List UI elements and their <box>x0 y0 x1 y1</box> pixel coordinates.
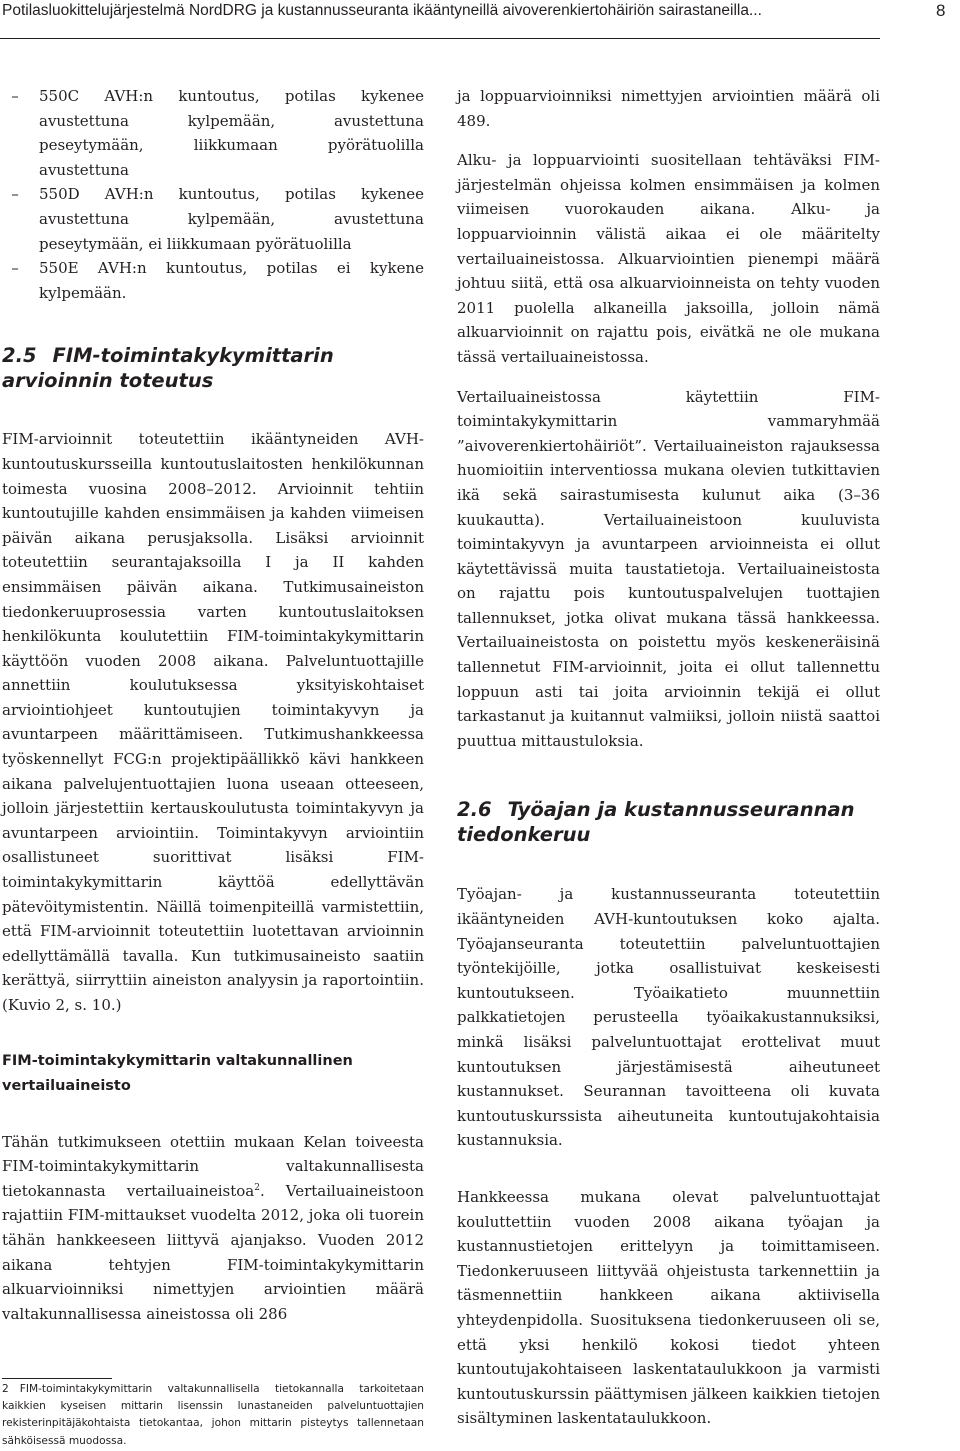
footnote <box>2 1381 424 1450</box>
dash-bullet-marker: – <box>11 259 19 278</box>
subheading-vertailuaineisto: FIM-toimintakykymittarin valtakunnallinen vertailuaineisto <box>2 1052 353 1094</box>
section-number: 2.6 <box>457 798 492 822</box>
section-title: FIM-toimintakykymittarin arvioinnin toteutus <box>2 344 334 393</box>
bullet-item-550c <box>2 84 424 182</box>
section-number: 2.5 <box>2 344 37 368</box>
footnote-text: FIM-toimintakykymittarin valtakunnallisella tietokannalla tarkoitetaan kaikkien kyseisen mittarin lisenssin lunastaneiden palveluntuottajien rekisterinpitäjäkohtaista tietokantaa, johon mittarin pisteytys tallennetaan sähköisessä muodossa. <box>2 1383 424 1447</box>
dash-bullet-marker: – <box>11 87 19 105</box>
section-heading-2-6 <box>457 797 880 847</box>
left-column <box>2 84 424 1326</box>
body-paragraph: Alku- ja loppuarviointi suositellaan tehtäväksi FIM-järjestelmän ohjeissa kolmen ensimmäisen ja kolmen viimeisen vuorokauden aikana. Alku- ja loppuarvioinnin välistä aikaa ei ole määritelty vertailuaineistossa. Alkuarviointien pienempi määrä johtuu siitä, että osa alkuarvioinneista on tehty vuoden 2011 puolella alkaneilla jaksoilla, jolloin nämä alkuarvioinnit on rajattu pois, eivätkä ne ole mukana tässä vertailuaineistossa. <box>457 151 880 366</box>
running-header-title: Potilasluokittelujärjestelmä NordDRG ja kustannusseuranta ikääntyneillä aivoverenkiertohäiriön sairastaneilla... <box>2 2 762 19</box>
paragraph-text: Tähän tutkimukseen otettiin mukaan Kelan toiveesta FIM-toimintakykymittarin valtakunnallisesta tietokannasta vertailuaineistoa <box>2 1132 424 1200</box>
bullet-text: 550E AVH:n kuntoutus, potilas ei kykene kylpemään. <box>39 259 424 302</box>
footnote-number: 2 <box>2 1383 9 1395</box>
bullet-item-550e <box>2 256 424 305</box>
body-paragraph: Työajan- ja kustannusseuranta toteutettiin ikääntyneiden AVH-kuntoutuksen koko ajalta. Työajanseuranta toteutettiin palveluntuottajien työntekijöille, jotka osallistuivat keskeisesti kuntoutukseen. Työaikatieto muunnettiin palkkatietojen perusteella työaikakustannuksiksi, minkä lisäksi palveluntuottajat erottelivat muut kuntoutuksen järjestämisestä aiheutuneet kustannukset. Seurannan tavoitteena oli kuvata kuntoutuskurssista aiheutuneita kuntoutujakohtaisia kustannuksia. <box>457 885 880 1150</box>
body-paragraph: Vertailuaineistossa käytettiin FIM-toimintakykymittarin vammaryhmää ”aivoverenkiertohäiriöt”. Vertailuaineiston rajauksessa huomioitiin interventiossa mukana olevien tutkittavien ikä sekä sairastumisesta kulunut aika (3–36 kuukautta). Vertailuaineistoon kuuluvista toimintakyvyn ja avuntarpeen arvioinneista ei ollut käytettävissä muita taustatietoja. Vertailuaineistosta on rajattu pois kuntoutuspalvelujen tuottajien tallennukset, jotka olivat mukana tässä hankkeessa. Vertailuaineistosta on poistettu myös keskeneräisinä tallennetut FIM-arvioinnit, joita ei ollut tallennettu loppuun asti tai joita arvioinnin tekijä ei ollut tarkastanut ja kuitannut valmiiksi, jolloin niistä saattoi puuttua mittaustuloksia. <box>457 387 880 750</box>
running-header <box>0 0 880 39</box>
section-heading-2-5 <box>2 343 424 393</box>
section-title: Työajan ja kustannusseurannan tiedonkeruu <box>457 798 855 847</box>
bullet-text: 550C AVH:n kuntoutus, potilas kykenee avustettuna kylpemään, avustettuna peseytymään, liikkumaan pyörätuolilla avustettuna <box>39 87 424 179</box>
page-number: 8 <box>936 1 946 20</box>
footnote-reference: 2 <box>254 1182 260 1193</box>
paragraph-text: . Vertailuaineistoon rajattiin FIM-mittaukset vuodelta 2012, joka oli tuorein tähän hankkeeseen liittyvä ajanjakso. Vuoden 2012 aikana tehtyjen FIM-toimintakykymittarin alkuarvioinniksi nimettyjen arviointien määrä valtakunnallisessa aineistossa oli 286 <box>2 1181 424 1323</box>
footnote-divider <box>2 1378 112 1379</box>
body-paragraph <box>2 1130 424 1327</box>
body-paragraph: Hankkeessa mukana olevat palveluntuottajat kouluttettiin vuoden 2008 aikana työajan ja kustannustietojen erittelyyn ja toimittamiseen. Tiedonkeruuseen liittyvää ohjeistusta tarkennettiin ja täsmennettiin hankkeen aikana aktiivisella yhteydenpidolla. Suosituksena tiedonkeruuseen oli se, että yksi henkilö kokosi tiedot yhteen kuntoutujakohtaiseen laskentataulukkoon ja varmisti kuntoutuskurssin päättymisen jälkeen kaikkien tietojen sisältyminen laskentataulukkoon. <box>457 1187 880 1428</box>
dash-bullet-marker: – <box>11 185 19 204</box>
right-column <box>457 84 880 1431</box>
bullet-text: 550D AVH:n kuntoutus, potilas kykenee avustettuna kylpemään, avustettuna peseytymään, ei liikkumaan pyörätuolilla <box>39 185 424 253</box>
body-paragraph: FIM-arvioinnit toteutettiin ikääntyneiden AVH-kuntoutuskursseilla kuntoutuslaitosten henkilökunnan toimesta vuosina 2008–2012. Arvioinnit tehtiin kuntoutujille kahden ensimmäisen ja kahden viimeisen päivän aikana perusjaksolla. Lisäksi arvioinnit toteutettiin seurantajaksoilla I ja II kahden ensimmäisen päivän aikana. Tutkimusaineiston tiedonkeruuprosessia varten kuntoutuslaitoksen henkilökunta koulutettiin FIM-toimintakykymittarin käyttöön vuoden 2008 aikana. Palveluntuottajille annettiin koulutuksessa yksityiskohtaiset arviointiohjeet kuntoutujien toimintakyvyn ja avuntarpeen määrittämiseen. Tutkimushankkeessa työskennellyt FCG:n projektipäällikkö kävi hankkeen aikana palvelujentuottajien luona useaan otteeseen, jolloin järjestettiin kertauskoulutusta toimintakyvyn ja avuntarpeen arviointiin. Toimintakyvyn arviointiin osallistuneet suorittivat lisäksi FIM-toimintakykymittarin käyttöä edellyttävän pätevöitymistentin. Näillä toimenpiteillä varmistettiin, että FIM-arvioinnit toteutettiin luotettavan arvioinnin edellyttämällä tavalla. Kun tutkimusaineisto saatiin kerättyä, siirryttiin aineiston analyysin ja raportointiin. (Kuvio 2, s. 10.) <box>2 430 424 1014</box>
body-paragraph: ja loppuarvioinniksi nimettyjen arviointien määrä oli 489. <box>457 87 880 130</box>
bullet-item-550d <box>2 182 424 256</box>
bullet-list <box>2 84 424 305</box>
